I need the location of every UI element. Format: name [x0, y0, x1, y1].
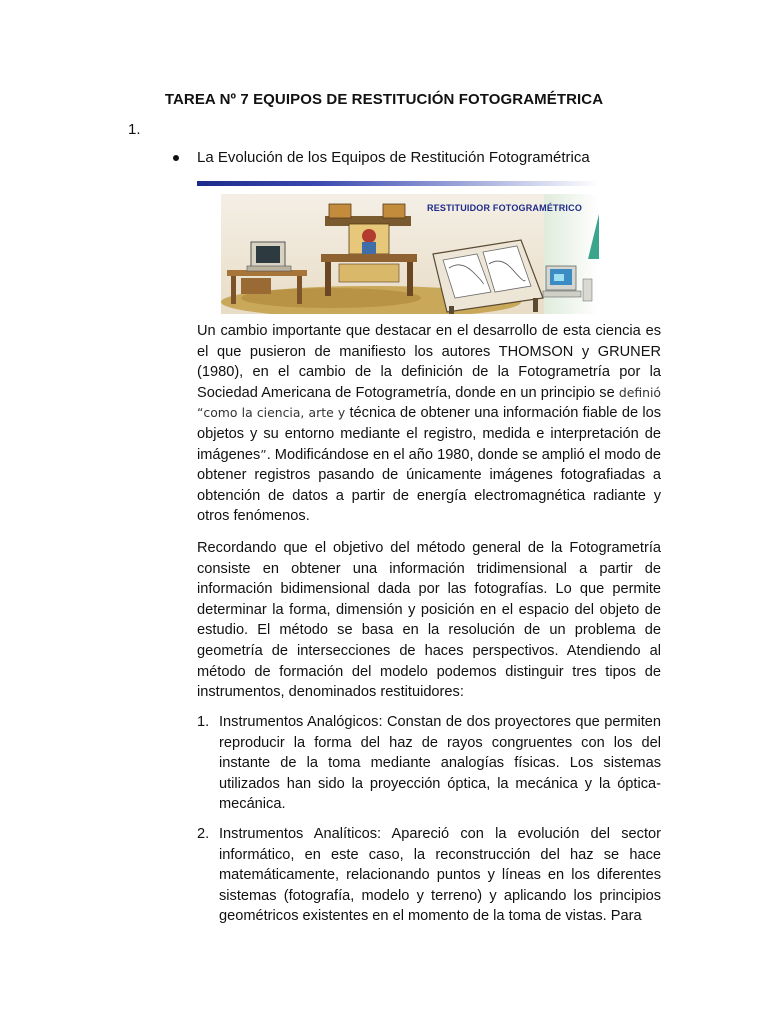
bullet-item — [173, 149, 590, 166]
figure-caption: RESTITUIDOR FOTOGRAMÉTRICO — [427, 203, 583, 213]
paragraph-1-quote: definió “como la ciencia, arte y — [197, 384, 661, 421]
numbered-item-text: Instrumentos Analíticos: Apareció con la evolución del sector informático, en este caso, la reconstrucción del haz se hace matemáticamente, relacionando puntos y líneas en los diferentes sistemas (fotografía, modelo y terreno) y aplicando los principios geométricos existentes en el momento de la toma de vistas. Para — [219, 826, 661, 925]
numbered-item-number: 1. — [197, 714, 210, 730]
numbered-item — [197, 824, 661, 927]
paragraph-1-part-3: . Modificándose en el año 1980, donde se amplió el modo de obtener registros pasando de únicamente imágenes fotografiadas a obtención de datos a partir de energía electromagnética radiante y otros fenómenos. — [197, 446, 662, 525]
bullet-icon — [173, 155, 179, 161]
paragraph-1-part-2: técnica de obtener una información fiable de los objetos y su entorno mediante el registro, medida e interpretación de imágenes — [197, 405, 662, 463]
paragraph-2: Recordando que el objetivo del método general de la Fotogrametría consiste en obtener una información tridimensional a partir de información bidimensional dada por las fotografías. Lo que permite determinar la forma, dimensión y posición en el espacio del objeto de estudio. El método se basa en la resolución de un problema de geometría de intersecciones de haces perspectivos. Atendiendo al método de formación del modelo podemos distinguir tres tipos de instrumentos, denominados restituidores: — [197, 540, 661, 701]
list-number: 1. — [128, 121, 141, 138]
bullet-text: La Evolución de los Equipos de Restitución Fotogramétrica — [197, 149, 590, 166]
numbered-item — [197, 712, 661, 815]
numbered-item-text: Instrumentos Analógicos: Constan de dos proyectores que permiten reproducir la forma del haz de rayos congruentes con los del instante de la toma mediante analogías físicas. Los sistemas utilizados han sido la proyección óptica, la mecánica y la óptica-mecánica. — [219, 714, 661, 813]
paragraph-1-quote-close: ” — [260, 446, 267, 462]
paragraph-1-part-1: Un cambio importante que destacar en el desarrollo de esta ciencia es el que pusieron de manifiesto los autores THOMSON y GRUNER (1980), en el cambio de la definición de la Fotogrametría por la Sociedad Americana de Fotogrametría, donde en un principio se — [197, 323, 661, 401]
document-title: TAREA Nº 7 EQUIPOS DE RESTITUCIÓN FOTOGRAMÉTRICA — [164, 91, 604, 108]
numbered-item-number: 2. — [197, 826, 210, 842]
paragraph-1 — [197, 321, 661, 527]
gradient-divider — [197, 181, 599, 186]
